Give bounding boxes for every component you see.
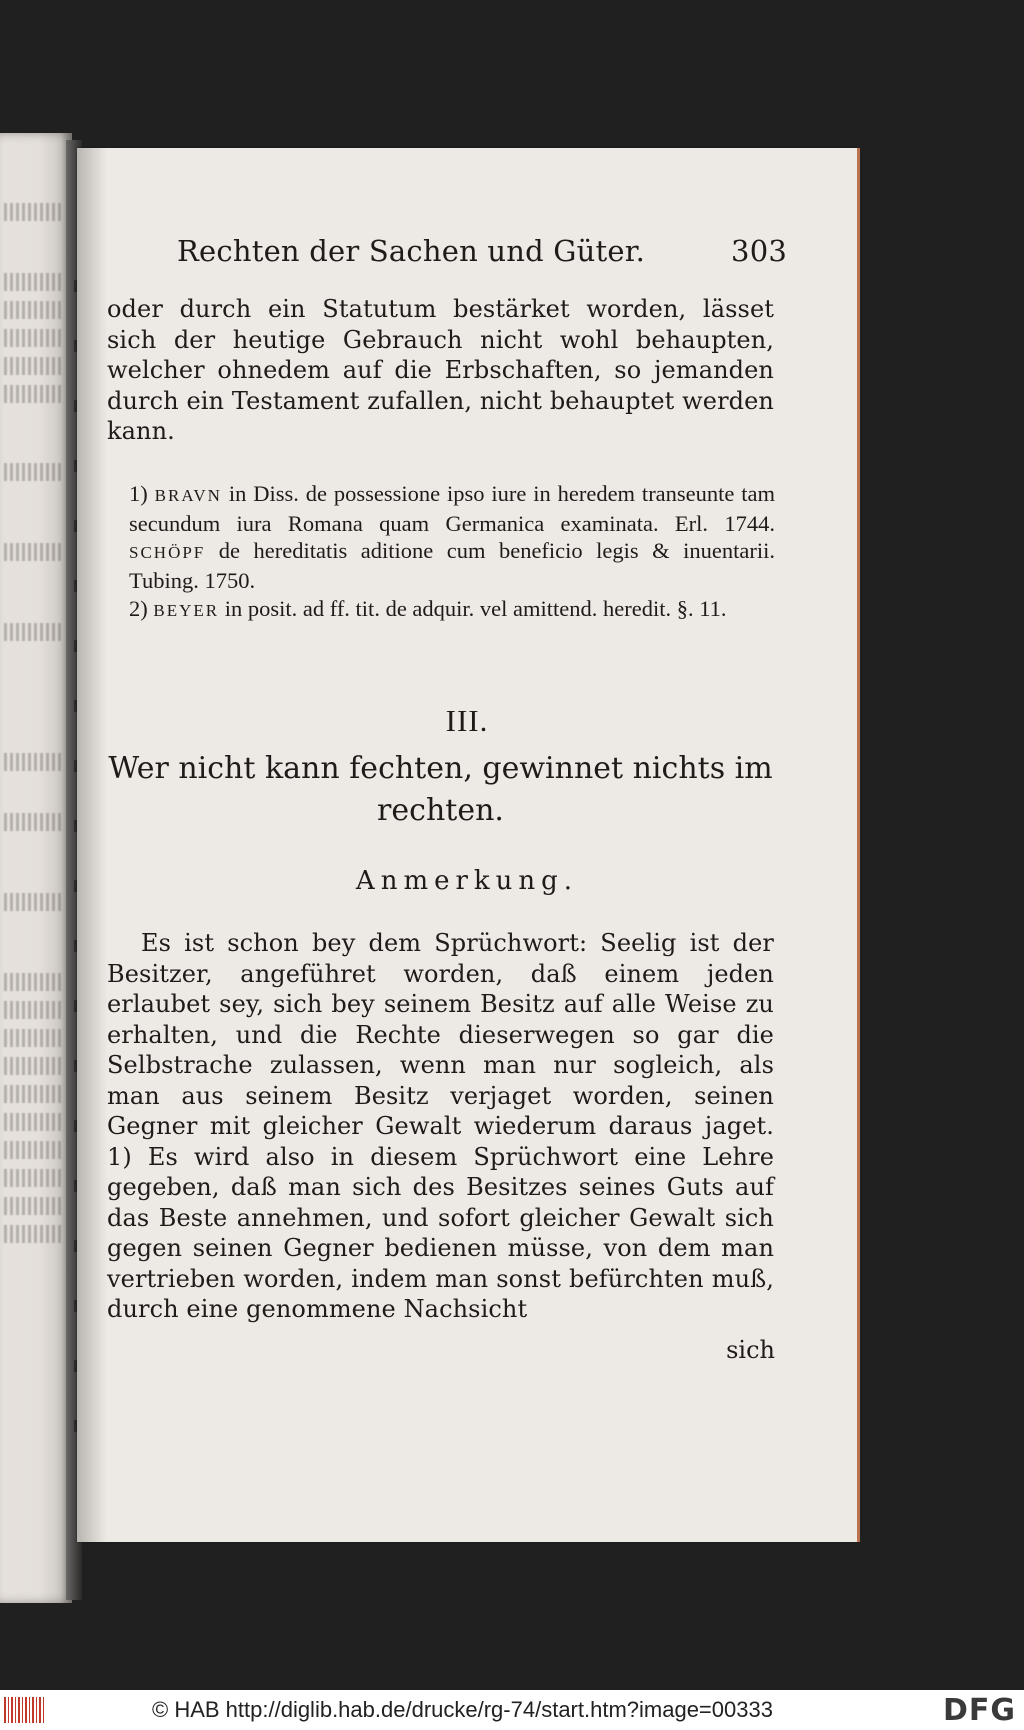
bleed-through-line [4,357,64,375]
footnote-text: in Diss. de possessione ipso iure in heredem transeunte tam secundum iura Romana quam Germanica examinata. Erl. 1744. [129,481,776,536]
footnote-text: de hereditatis aditione cum beneficio legis & inuentarii. Tubing. 1750. [129,538,776,593]
bleed-through-line [4,203,64,221]
bleed-through-line [4,753,64,771]
book-page [77,148,857,1542]
footnote-author: BRAVN [154,486,222,505]
proverb-heading: Wer nicht kann fechten, gewinnet nichts im rechten. [108,751,773,828]
dfg-logo: DFG [942,1693,1016,1728]
bleed-through-line [4,1029,64,1047]
bleed-through-line [4,301,64,319]
bleed-through-line [4,893,64,911]
footnote [129,480,775,594]
bleed-through-line [4,1057,64,1075]
footnotes [129,480,775,626]
footnote-marker: 2) [129,596,148,621]
catchword: sich [726,1336,775,1364]
footnote-author: BEYER [153,601,220,620]
running-head-title: Rechten der Sachen und Güter. [177,234,646,268]
bleed-through-line [4,1169,64,1187]
footnote-marker: 1) [129,481,148,506]
bleed-through-line [4,623,64,641]
bleed-through-line [4,273,64,291]
barcode-icon [4,1697,46,1723]
bleed-through-line [4,543,64,561]
bleed-through-line [4,1113,64,1131]
bleed-through-line [4,1085,64,1103]
bleed-through-line [4,1141,64,1159]
left-facing-page [0,133,72,1603]
bleed-through-line [4,463,64,481]
footnote [129,595,775,625]
footnote-text: in posit. ad ff. tit. de adquir. vel amittend. heredit. §. 11. [224,596,727,621]
footnote-author: SCHÖPF [129,543,206,562]
intro-paragraph: oder durch ein Statutum bestärket worden, lässet sich der heutige Gebrauch nicht wohl behaupten, welcher ohnedem auf die Erbschaften, so jemanden durch ein Testament zufallen, nicht behauptet werden kann. [107,295,774,445]
running-head [177,234,787,268]
body-paragraph: Es ist schon bey dem Sprüchwort: Seelig ist der Besitzer, angeführet worden, daß einem jeden erlaubet sey, sich bey seinem Besitz auf alle Weise zu erhalten, und die Rechte dieserwegen so gar die Selbstrache zulassen, wenn man nur sogleich, als man aus seinem Besitz verjaget worden, seinen Gegner mit gleicher Gewalt wiederum daraus jaget. 1) Es wird also in diesem Sprüchwort eine Lehre gegeben, daß man sich des Besitzes seines Guts auf das Beste annehmen, und sofort gleicher Gewalt sich gegen seinen Gegner bedienen müsse, von dem man vertrieben worden, indem man sonst befürchten muß, durch eine genommene Nachsicht [107,929,774,1323]
bleed-through-line [4,385,64,403]
bleed-through-line [4,1001,64,1019]
bleed-through-line [4,1197,64,1215]
bleed-through-line [4,813,64,831]
footer-citation[interactable]: © HAB http://diglib.hab.de/drucke/rg-74/start.htm?image=00333 [152,1697,773,1722]
page-number: 303 [731,234,787,268]
footer-bar [0,1690,1024,1730]
bleed-through-line [4,973,64,991]
remark-heading: Anmerkung. [355,866,579,896]
bleed-through-line [4,329,64,347]
section-number: III. [445,703,489,738]
bleed-through-line [4,1225,64,1243]
